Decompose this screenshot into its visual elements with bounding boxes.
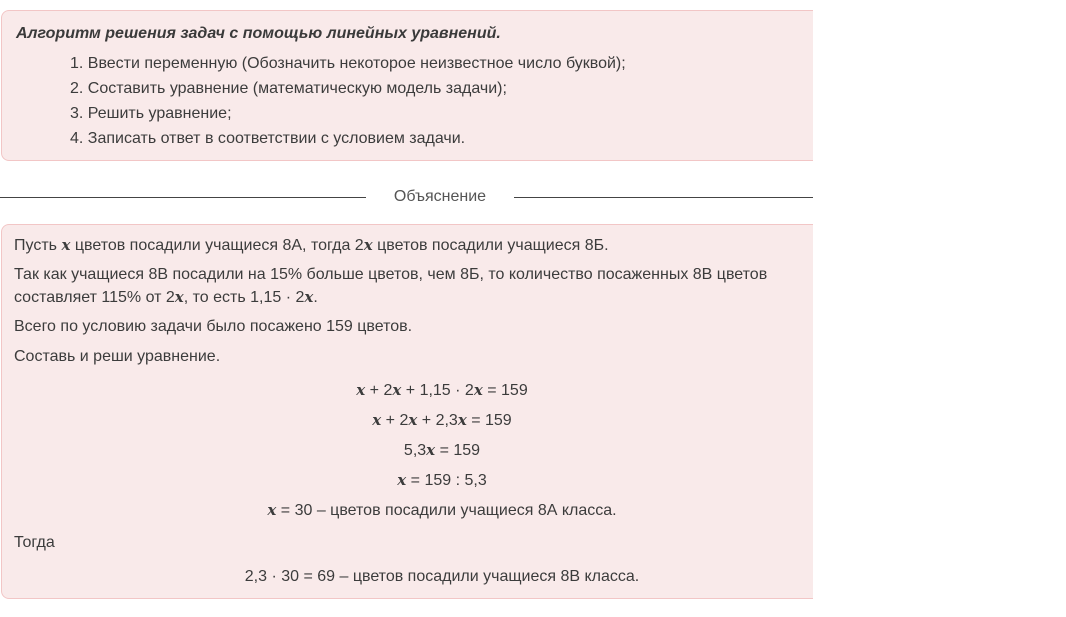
variable-x: 𝒙 (363, 236, 373, 254)
explanation-paragraph-2-line-2: составляет 115% от 2𝒙, то есть 1,15 · 2𝒙. (14, 288, 318, 306)
algorithm-title: Алгоритм решения задач с помощью линейных уравнений. (16, 25, 501, 42)
equation-1: 𝒙 + 2𝒙 + 1,15 · 2𝒙 = 159 (356, 381, 528, 399)
divider-line-right (514, 197, 813, 198)
then-text: Тогда (14, 534, 55, 551)
variable-x: 𝒙 (304, 288, 314, 306)
equation-4: 𝒙 = 159 : 5,3 (397, 471, 487, 489)
explanation-divider (0, 186, 813, 208)
explanation-paragraph-3: Всего по условию задачи было посажено 159 цветов. (14, 318, 413, 335)
divider-label: Объяснение (393, 188, 487, 205)
algorithm-steps (70, 53, 626, 153)
explanation-panel (1, 224, 813, 599)
algorithm-step: 4. Записать ответ в соответствии с условием задачи. (70, 130, 466, 147)
equation-2: 𝒙 + 2𝒙 + 2,3𝒙 = 159 (372, 411, 512, 429)
variable-x: 𝒙 (61, 236, 71, 254)
explanation-paragraph-1: Пусть 𝒙 цветов посадили учащиеся 8А, тогда 2𝒙 цветов посадили учащиеся 8Б. (14, 236, 609, 254)
equation-3: 5,3𝒙 = 159 (403, 441, 481, 459)
variable-x: 𝒙 (174, 288, 184, 306)
equation-5: 𝒙 = 30 – цветов посадили учащиеся 8А класса. (267, 501, 617, 519)
algorithm-step: 1. Ввести переменную (Обозначить некоторое неизвестное число буквой); (70, 55, 626, 72)
divider-line-left (0, 197, 366, 198)
explanation-paragraph-2-line-1: Так как учащиеся 8В посадили на 15% больше цветов, чем 8Б, то количество посаженных 8В цветов (14, 266, 768, 283)
explanation-paragraph-4: Составь и реши уравнение. (14, 348, 221, 365)
final-result: 2,3 · 30 = 69 – цветов посадили учащиеся 8В класса. (244, 568, 640, 585)
algorithm-panel (1, 10, 813, 161)
algorithm-step: 2. Составить уравнение (математическую модель задачи); (70, 80, 507, 97)
algorithm-step: 3. Решить уравнение; (70, 105, 232, 122)
